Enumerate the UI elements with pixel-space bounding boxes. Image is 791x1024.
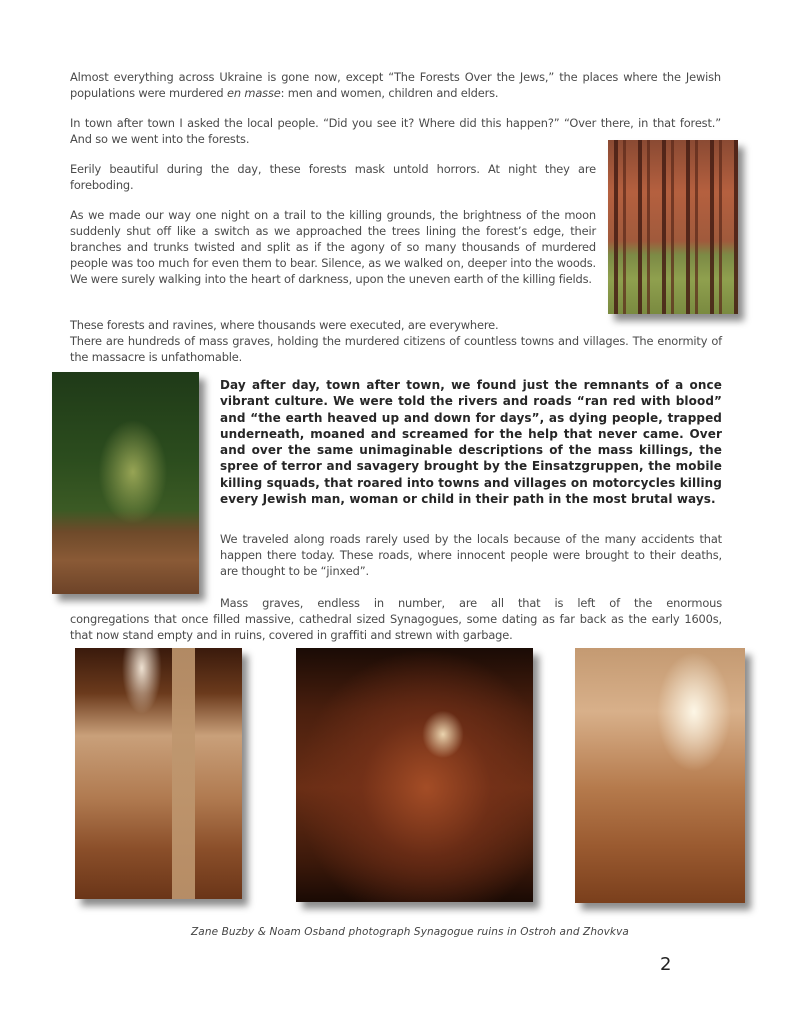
pine-forest-photo: [608, 140, 738, 314]
paragraph-town-after-town: In town after town I asked the local people. “Did you see it? Where did this happen?” “Over there, in that forest.” And so we went into the forests.: [70, 116, 721, 146]
photo-caption: Zane Buzby & Noam Osband photograph Synagogue ruins in Ostroh and Zhovkva: [191, 926, 629, 938]
paragraph-text: Almost everything across Ukraine is gone now, except “The Forests Over the Jews,” the places where the Jewish populations were murdered: [70, 70, 721, 100]
italic-phrase: en masse: [226, 86, 281, 100]
paragraph-forests-over-the-jews: [70, 69, 721, 101]
paragraph-eerily-beautiful: Eerily beautiful during the day, these forests mask untold horrors. At night they are foreboding.: [70, 162, 596, 192]
paragraph-text: : men and women, children and elders.: [280, 86, 499, 100]
synagogue-ruin-vaulted-interior-photo: [296, 648, 533, 902]
paragraph-text: These forests and ravines, where thousands were executed, are everywhere.: [70, 318, 499, 332]
paragraph-forests-and-ravines: [70, 317, 722, 365]
forest-path-photo: [52, 372, 199, 594]
synagogue-ruin-photographers-photo: [575, 648, 745, 903]
paragraph-mass-graves-synagogues: [70, 595, 722, 643]
paragraph-text: congregations that once filled massive, cathedral sized Synagogues, some dating as far back as the early 1600s, that now stand empty and in ruins, covered in graffiti and strewn with garbage.: [70, 612, 722, 642]
paragraph-night-trail: As we made our way one night on a trail to the killing grounds, the brightness of the moon suddenly shut off like a switch as we approached the trees lining the forest’s edge, their branches and trunks twisted and split as if the agony of so many thousands of murdered people was too much for even them to bear. Silence, as we walked on, deeper into the woods. We were surely walking into the heart of darkness, upon the uneven earth of the killing fields.: [70, 208, 596, 286]
paragraph-text: There are hundreds of mass graves, holding the murdered citizens of countless towns and villages. The enormity of the massacre is unfathomable.: [70, 334, 722, 364]
paragraph-text: Mass graves, endless in number, are all that is left of the enormous: [220, 596, 722, 610]
synagogue-ruin-column-graffiti-photo: [75, 648, 242, 899]
paragraph-jinxed-roads: We traveled along roads rarely used by the locals because of the many accidents that happen there today. These roads, where innocent people were brought to their deaths, are thought to be “jinxed”.: [220, 532, 722, 578]
page-number: 2: [660, 954, 672, 975]
paragraph-remnants-of-culture: Day after day, town after town, we found just the remnants of a once vibrant culture. We were told the rivers and roads “ran red with blood” and “the earth heaved up and down for days”, as dying people, trapped underneath, moaned and screamed for the help that never came. Over and over the same unimaginable descriptions of the mass killings, the spree of terror and savagery brought by the Einsatzgruppen, the mobile killing squads, that roared into towns and villages on motorcycles killing every Jewish man, woman or child in their path in the most brutal ways.: [220, 378, 722, 507]
